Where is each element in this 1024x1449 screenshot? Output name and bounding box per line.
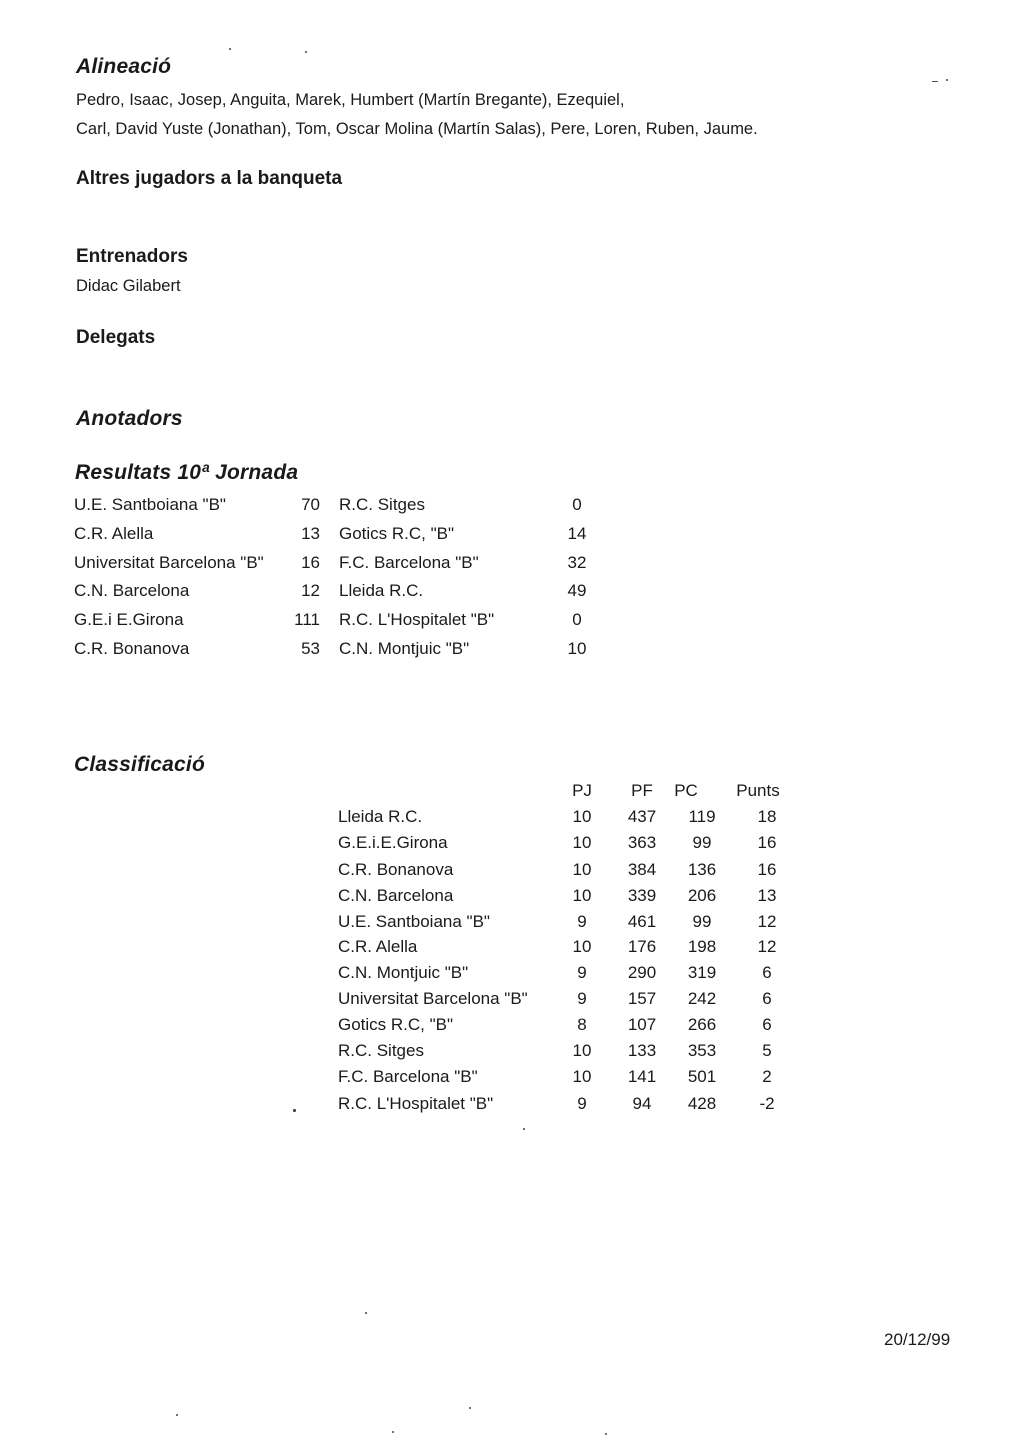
- standings-pf: 437: [627, 807, 657, 826]
- standings-row: [338, 989, 798, 1015]
- result-row: [74, 581, 634, 610]
- result-row: [74, 610, 634, 639]
- standings-pf: 290: [627, 963, 657, 982]
- standings-pc: 353: [687, 1041, 717, 1060]
- standings-team: C.R. Alella: [338, 937, 418, 956]
- document-date: 20/12/99: [884, 1330, 951, 1349]
- result-away-team: Lleida R.C.: [339, 581, 424, 600]
- standings-pj: 10: [572, 860, 592, 879]
- standings-row: [338, 860, 798, 886]
- result-home-team: Universitat Barcelona "B": [74, 553, 264, 572]
- standings-pf: 461: [627, 912, 657, 931]
- standings-row: [338, 1041, 798, 1067]
- result-away-score: 0: [572, 495, 582, 514]
- standings-pj: 10: [572, 937, 592, 956]
- standings-points: 6: [762, 989, 772, 1008]
- standings-pf: 107: [627, 1015, 657, 1034]
- lineup-heading: Alineació: [76, 55, 172, 78]
- standings-pj: 9: [577, 963, 587, 982]
- standings-row: [338, 963, 798, 989]
- standings-points: 6: [762, 963, 772, 982]
- result-home-score: 70: [301, 495, 320, 514]
- scorers-heading: Anotadors: [76, 407, 183, 430]
- result-home-score: 13: [301, 524, 320, 543]
- result-home-score: 16: [301, 553, 320, 572]
- standings-team: C.R. Bonanova: [338, 860, 454, 879]
- standings-pj: 8: [577, 1015, 587, 1034]
- col-points-header: Punts: [736, 781, 780, 800]
- standings-heading: Classificació: [74, 753, 205, 776]
- standings-pc: 242: [687, 989, 717, 1008]
- scan-speck: [469, 1407, 471, 1409]
- result-row: [74, 553, 634, 582]
- scan-speck: [293, 1109, 296, 1112]
- result-away-score: 14: [567, 524, 587, 543]
- standings-row: [338, 912, 798, 938]
- result-away-score: 10: [567, 639, 587, 658]
- standings-pj: 9: [577, 912, 587, 931]
- standings-pf: 94: [632, 1094, 652, 1113]
- standings-team: Lleida R.C.: [338, 807, 423, 826]
- standings-points: 6: [762, 1015, 772, 1034]
- standings-pc: 136: [687, 860, 717, 879]
- result-away-team: F.C. Barcelona "B": [339, 553, 479, 572]
- standings-pf: 141: [627, 1067, 657, 1086]
- standings-pc: 428: [687, 1094, 717, 1113]
- col-pf-header: PF: [631, 781, 653, 800]
- standings-pf: 176: [627, 937, 657, 956]
- standings-points: 13: [757, 886, 777, 905]
- standings-pf: 133: [627, 1041, 657, 1060]
- standings-row: [338, 1094, 798, 1120]
- coaches-heading: Entrenadors: [76, 246, 188, 267]
- standings-team: R.C. L'Hospitalet "B": [338, 1094, 494, 1113]
- scan-speck: [932, 81, 938, 82]
- standings-row: [338, 886, 798, 912]
- standings-header-row: [338, 781, 798, 805]
- result-away-team: C.N. Montjuic "B": [339, 639, 470, 658]
- result-row: [74, 524, 634, 553]
- result-home-score: 53: [301, 639, 320, 658]
- standings-team: C.N. Montjuic "B": [338, 963, 469, 982]
- standings-points: 2: [762, 1067, 772, 1086]
- lineup-line-1: Pedro, Isaac, Josep, Anguita, Marek, Humbert (Martín Bregante), Ezequiel,: [76, 91, 625, 109]
- col-pc-header: PC: [674, 781, 698, 800]
- standings-row: [338, 1015, 798, 1041]
- standings-team: F.C. Barcelona "B": [338, 1067, 478, 1086]
- result-away-score: 32: [567, 553, 587, 572]
- coach-name: Didac Gilabert: [76, 277, 181, 295]
- standings-team: Gotics R.C, "B": [338, 1015, 454, 1034]
- standings-pf: 339: [627, 886, 657, 905]
- standings-points: 12: [757, 912, 777, 931]
- scan-speck: [946, 79, 948, 81]
- result-home-score: 111: [294, 610, 320, 629]
- standings-row: [338, 937, 798, 963]
- delegates-heading: Delegats: [76, 327, 156, 348]
- standings-pc: 319: [687, 963, 717, 982]
- result-away-score: 49: [567, 581, 587, 600]
- result-home-score: 12: [301, 581, 320, 600]
- standings-pj: 9: [577, 1094, 587, 1113]
- scan-speck: [392, 1431, 394, 1433]
- result-home-team: U.E. Santboiana "B": [74, 495, 226, 514]
- result-away-team: Gotics R.C, "B": [339, 524, 455, 543]
- standings-team: C.N. Barcelona: [338, 886, 454, 905]
- result-home-team: C.R. Bonanova: [74, 639, 190, 658]
- standings-pc: 206: [687, 886, 717, 905]
- standings-row: [338, 833, 798, 859]
- results-heading: Resultats 10ª Jornada: [75, 461, 299, 484]
- standings-pc: 266: [687, 1015, 717, 1034]
- standings-pc: 99: [692, 833, 712, 852]
- standings-team: R.C. Sitges: [338, 1041, 424, 1060]
- standings-pc: 501: [687, 1067, 717, 1086]
- scan-speck: [305, 51, 307, 53]
- standings-pj: 10: [572, 1041, 592, 1060]
- scan-speck: [605, 1433, 607, 1435]
- standings-pj: 10: [572, 807, 592, 826]
- standings-pf: 157: [627, 989, 657, 1008]
- result-home-team: G.E.i E.Girona: [74, 610, 184, 629]
- result-away-team: R.C. L'Hospitalet "B": [339, 610, 495, 629]
- standings-team: U.E. Santboiana "B": [338, 912, 490, 931]
- result-row: [74, 495, 634, 524]
- standings-pj: 9: [577, 989, 587, 1008]
- standings-pc: 99: [692, 912, 712, 931]
- result-row: [74, 639, 634, 668]
- standings-pj: 10: [572, 886, 592, 905]
- standings-points: 18: [757, 807, 777, 826]
- standings-row: [338, 1067, 798, 1093]
- standings-row: [338, 807, 798, 833]
- standings-team: G.E.i.E.Girona: [338, 833, 448, 852]
- bench-heading: Altres jugadors a la banqueta: [76, 168, 343, 189]
- standings-team: Universitat Barcelona "B": [338, 989, 528, 1008]
- standings-pc: 198: [687, 937, 717, 956]
- result-home-team: C.R. Alella: [74, 524, 154, 543]
- standings-points: 12: [757, 937, 777, 956]
- standings-points: 16: [757, 833, 777, 852]
- scan-speck: [523, 1128, 525, 1130]
- standings-pc: 119: [688, 807, 716, 826]
- scan-speck: [176, 1414, 178, 1416]
- scan-speck: [365, 1312, 367, 1314]
- scan-speck: [229, 48, 231, 50]
- lineup-line-2: Carl, David Yuste (Jonathan), Tom, Oscar Molina (Martín Salas), Pere, Loren, Ruben, Jaume.: [76, 120, 758, 138]
- standings-pj: 10: [572, 1067, 592, 1086]
- result-home-team: C.N. Barcelona: [74, 581, 190, 600]
- standings-pj: 10: [572, 833, 592, 852]
- result-away-team: R.C. Sitges: [339, 495, 425, 514]
- result-away-score: 0: [572, 610, 582, 629]
- standings-pf: 384: [627, 860, 657, 879]
- standings-pf: 363: [627, 833, 657, 852]
- standings-points: 5: [762, 1041, 772, 1060]
- col-pj-header: PJ: [572, 781, 592, 800]
- standings-points: -2: [759, 1094, 775, 1113]
- standings-points: 16: [757, 860, 777, 879]
